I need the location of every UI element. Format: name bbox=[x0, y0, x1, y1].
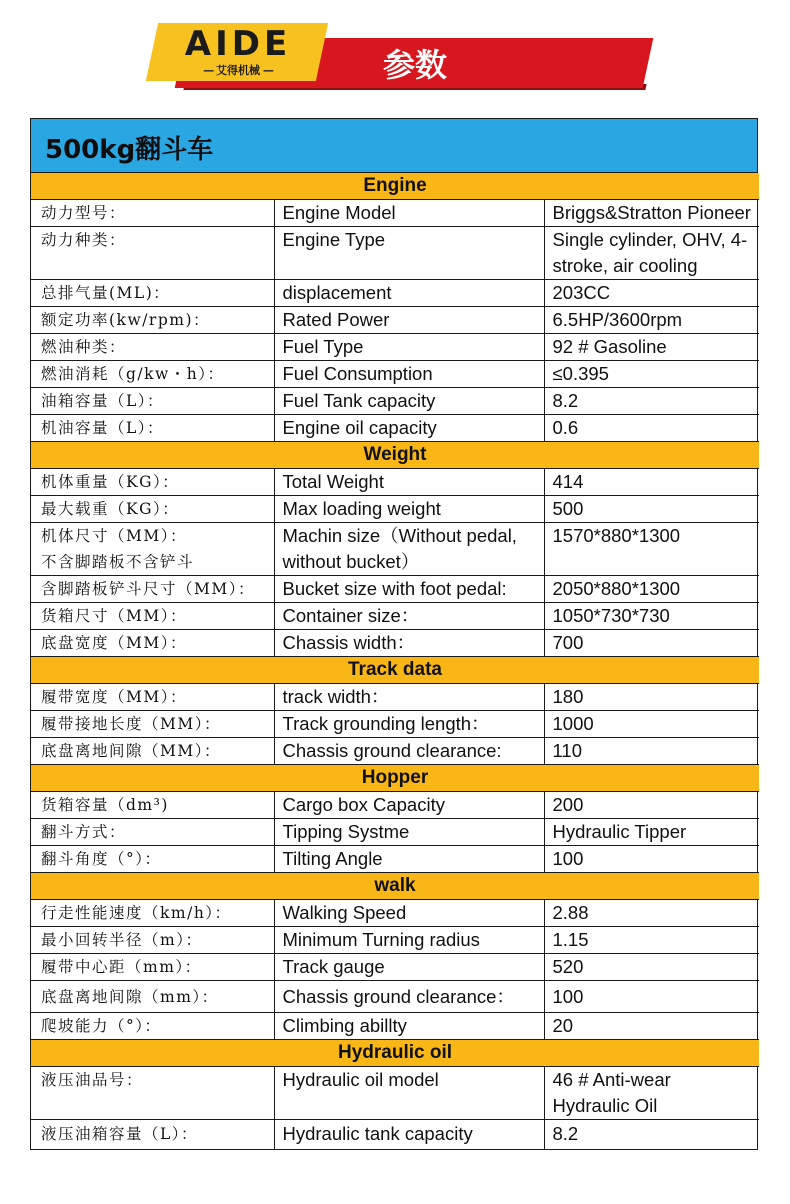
logo-subtitle: — 艾得机械 — bbox=[203, 64, 273, 77]
spec-label-en: Fuel Type bbox=[274, 334, 544, 361]
spec-label-cn: 最大载重（KG）： bbox=[31, 496, 274, 523]
spec-value: Single cylinder, OHV, 4-stroke, air cooling bbox=[544, 227, 759, 280]
spec-grid bbox=[31, 173, 759, 1149]
spec-label-en: Chassis width： bbox=[274, 630, 544, 657]
spec-label-en: Engine Model bbox=[274, 200, 544, 227]
spec-value: 92 # Gasoline bbox=[544, 334, 759, 361]
spec-row bbox=[31, 603, 759, 630]
spec-label-cn: 机油容量（L）： bbox=[31, 415, 274, 442]
spec-label-cn: 机体尺寸（MM）： 不含脚踏板不含铲斗 bbox=[31, 523, 274, 576]
spec-label-cn: 燃油种类： bbox=[31, 334, 274, 361]
spec-value: 0.6 bbox=[544, 415, 759, 442]
spec-value: 100 bbox=[544, 981, 759, 1013]
spec-row bbox=[31, 792, 759, 819]
spec-value: 200 bbox=[544, 792, 759, 819]
section-header bbox=[31, 657, 759, 684]
section-header bbox=[31, 173, 759, 200]
section-header bbox=[31, 1040, 759, 1067]
spec-row bbox=[31, 684, 759, 711]
spec-value: 110 bbox=[544, 738, 759, 765]
spec-value: 8.2 bbox=[544, 1120, 759, 1149]
spec-row bbox=[31, 900, 759, 927]
spec-value: 2.88 bbox=[544, 900, 759, 927]
spec-row bbox=[31, 227, 759, 280]
spec-label-en: Bucket size with foot pedal: bbox=[274, 576, 544, 603]
spec-row bbox=[31, 954, 759, 981]
spec-value: 1570*880*1300 bbox=[544, 523, 759, 576]
spec-value: 1000 bbox=[544, 711, 759, 738]
spec-value: 20 bbox=[544, 1013, 759, 1040]
spec-label-en: Tilting Angle bbox=[274, 846, 544, 873]
spec-value: 2050*880*1300 bbox=[544, 576, 759, 603]
logo-subtitle-text: 艾得机械 bbox=[216, 64, 260, 77]
spec-label-cn: 燃油消耗（g/kw・h）： bbox=[31, 361, 274, 388]
spec-label-en: Track grounding length： bbox=[274, 711, 544, 738]
product-title-bar bbox=[31, 119, 757, 173]
spec-label-en: Engine Type bbox=[274, 227, 544, 280]
spec-row bbox=[31, 307, 759, 334]
spec-label-en: Container size： bbox=[274, 603, 544, 630]
spec-label-en: Chassis ground clearance： bbox=[274, 981, 544, 1013]
spec-value: ≤0.395 bbox=[544, 361, 759, 388]
spec-value: Briggs&Stratton Pioneer bbox=[544, 200, 759, 227]
spec-value: 1.15 bbox=[544, 927, 759, 954]
spec-value: 46 # Anti-wear Hydraulic Oil bbox=[544, 1067, 759, 1120]
section-header bbox=[31, 873, 759, 900]
spec-label-cn: 底盘离地间隙（mm）： bbox=[31, 981, 274, 1013]
spec-value: 203CC bbox=[544, 280, 759, 307]
spec-row bbox=[31, 576, 759, 603]
spec-row bbox=[31, 280, 759, 307]
spec-label-cn: 动力种类： bbox=[31, 227, 274, 280]
spec-label-cn: 额定功率(kw/rpm)： bbox=[31, 307, 274, 334]
spec-row bbox=[31, 361, 759, 388]
spec-table bbox=[30, 118, 758, 1150]
spec-label-en: Max loading weight bbox=[274, 496, 544, 523]
header-banner bbox=[0, 0, 790, 105]
spec-label-en: Fuel Tank capacity bbox=[274, 388, 544, 415]
logo: AIDE bbox=[184, 24, 292, 64]
spec-label-en: track width： bbox=[274, 684, 544, 711]
spec-label-cn: 行走性能速度（km/h）： bbox=[31, 900, 274, 927]
spec-label-cn: 履带接地长度（MM）： bbox=[31, 711, 274, 738]
spec-row bbox=[31, 927, 759, 954]
product-title: 500kg翻斗车 bbox=[45, 135, 214, 165]
spec-label-en: Engine oil capacity bbox=[274, 415, 544, 442]
spec-row bbox=[31, 523, 759, 576]
section-title: Track data bbox=[31, 657, 759, 684]
spec-row bbox=[31, 200, 759, 227]
spec-label-en: Chassis ground clearance: bbox=[274, 738, 544, 765]
spec-label-en: Climbing abillty bbox=[274, 1013, 544, 1040]
spec-label-cn: 油箱容量（L）： bbox=[31, 388, 274, 415]
spec-label-cn: 履带中心距（mm）： bbox=[31, 954, 274, 981]
spec-row bbox=[31, 819, 759, 846]
spec-label-cn: 含脚踏板铲斗尺寸（MM）： bbox=[31, 576, 274, 603]
spec-label-en: Fuel Consumption bbox=[274, 361, 544, 388]
spec-row bbox=[31, 415, 759, 442]
spec-row bbox=[31, 496, 759, 523]
spec-label-en: Track gauge bbox=[274, 954, 544, 981]
spec-value: 700 bbox=[544, 630, 759, 657]
section-title: walk bbox=[31, 873, 759, 900]
section-header bbox=[31, 442, 759, 469]
spec-label-en: Minimum Turning radius bbox=[274, 927, 544, 954]
spec-value: 1050*730*730 bbox=[544, 603, 759, 630]
spec-label-cn: 最小回转半径（m）： bbox=[31, 927, 274, 954]
spec-label-en: displacement bbox=[274, 280, 544, 307]
spec-label-cn: 底盘离地间隙（MM）： bbox=[31, 738, 274, 765]
spec-label-en: Total Weight bbox=[274, 469, 544, 496]
spec-label-cn: 底盘宽度（MM）： bbox=[31, 630, 274, 657]
spec-value: 180 bbox=[544, 684, 759, 711]
spec-label-cn: 液压油箱容量（L）： bbox=[31, 1120, 274, 1149]
spec-label-en: Machin size（Without pedal, without bucket） bbox=[274, 523, 544, 576]
spec-value: Hydraulic Tipper bbox=[544, 819, 759, 846]
spec-value: 414 bbox=[544, 469, 759, 496]
spec-row bbox=[31, 1013, 759, 1040]
spec-value: 500 bbox=[544, 496, 759, 523]
spec-value: 8.2 bbox=[544, 388, 759, 415]
section-title: Hydraulic oil bbox=[31, 1040, 759, 1067]
spec-label-en: Cargo box Capacity bbox=[274, 792, 544, 819]
spec-label-en: Tipping Systme bbox=[274, 819, 544, 846]
spec-row bbox=[31, 846, 759, 873]
spec-row bbox=[31, 388, 759, 415]
spec-label-en: Walking Speed bbox=[274, 900, 544, 927]
spec-label-en: Rated Power bbox=[274, 307, 544, 334]
spec-row bbox=[31, 981, 759, 1013]
spec-value: 6.5HP/3600rpm bbox=[544, 307, 759, 334]
spec-row bbox=[31, 630, 759, 657]
spec-row bbox=[31, 738, 759, 765]
spec-row bbox=[31, 1120, 759, 1149]
spec-label-cn: 履带宽度（MM）： bbox=[31, 684, 274, 711]
spec-label-cn: 总排气量(ML)： bbox=[31, 280, 274, 307]
spec-row bbox=[31, 1067, 759, 1120]
section-title: Hopper bbox=[31, 765, 759, 792]
spec-label-en: Hydraulic oil model bbox=[274, 1067, 544, 1120]
spec-label-cn: 爬坡能力（°）： bbox=[31, 1013, 274, 1040]
spec-value: 520 bbox=[544, 954, 759, 981]
spec-label-cn: 机体重量（KG）： bbox=[31, 469, 274, 496]
banner-title: 参数 bbox=[382, 46, 447, 84]
spec-row bbox=[31, 334, 759, 361]
section-title: Engine bbox=[31, 173, 759, 200]
section-title: Weight bbox=[31, 442, 759, 469]
spec-label-cn: 液压油品号： bbox=[31, 1067, 274, 1120]
spec-label-cn: 翻斗角度（°）： bbox=[31, 846, 274, 873]
spec-label-en: Hydraulic tank capacity bbox=[274, 1120, 544, 1149]
spec-row bbox=[31, 469, 759, 496]
spec-row bbox=[31, 711, 759, 738]
spec-label-cn: 货箱尺寸（MM）： bbox=[31, 603, 274, 630]
spec-label-cn: 翻斗方式： bbox=[31, 819, 274, 846]
section-header bbox=[31, 765, 759, 792]
spec-value: 100 bbox=[544, 846, 759, 873]
spec-label-cn: 货箱容量（dm³) bbox=[31, 792, 274, 819]
spec-label-cn: 动力型号： bbox=[31, 200, 274, 227]
